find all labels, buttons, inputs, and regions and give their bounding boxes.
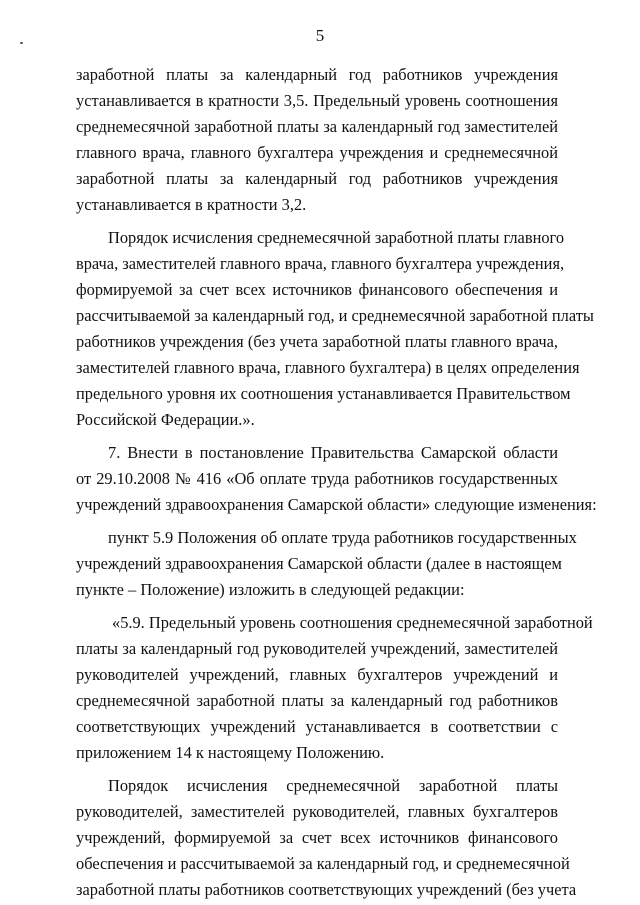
text-line: врача, заместителей главного врача, главного бухгалтера учреждения,	[76, 254, 565, 273]
text-line: учреждений здравоохранения Самарской области (далее в настоящем	[76, 554, 562, 573]
text-line: учреждений, формируемой за счет всех источников финансового	[76, 828, 558, 847]
page-number: 5	[315, 26, 325, 45]
document-body	[76, 62, 597, 903]
text-line: рассчитываемой за календарный год, и среднемесячной заработной платы	[76, 306, 594, 325]
text-line: от 29.10.2008 № 416 «Об оплате труда работников государственных	[76, 469, 558, 488]
scan-speck	[20, 42, 23, 44]
text-line: работников учреждения (без учета заработной платы главного врача,	[76, 332, 558, 351]
text-line: приложением 14 к настоящему Положению.	[76, 743, 385, 762]
text-line: устанавливается в кратности 3,2.	[76, 195, 307, 214]
text-line: главного врача, главного бухгалтера учреждения и среднемесячной	[76, 143, 558, 162]
paragraph-6	[76, 773, 577, 903]
text-line: заработной платы за календарный год работников учреждения	[76, 169, 558, 188]
text-line: Порядок исчисления среднемесячной заработной платы главного	[108, 228, 565, 247]
text-line: Порядок исчисления среднемесячной заработной платы	[108, 776, 558, 795]
text-line: заработной платы работников соответствующих учреждений (без учета	[76, 880, 577, 899]
text-line: устанавливается в кратности 3,5. Предельный уровень соотношения	[76, 91, 558, 110]
text-line: Российской Федерации.».	[76, 410, 255, 429]
text-line: заместителей главного врача, главного бухгалтера) в целях определения	[76, 358, 580, 377]
paragraph-4	[76, 525, 577, 603]
paragraph-3	[76, 440, 597, 518]
text-line: руководителей, заместителей руководителей, главных бухгалтеров	[76, 802, 558, 821]
text-line: среднемесячной заработной платы за календарный год работников	[76, 691, 558, 710]
text-line: предельного уровня их соотношения устанавливается Правительством	[76, 384, 571, 403]
text-line: заработной платы за календарный год работников учреждения	[76, 65, 558, 84]
text-line: платы за календарный год руководителей учреждений, заместителей	[76, 639, 558, 658]
paragraph-5	[76, 610, 593, 766]
text-line: пункт 5.9 Положения об оплате труда работников государственных	[108, 528, 577, 547]
paragraph-1	[76, 62, 558, 218]
text-line: соответствующих учреждений устанавливается в соответствии с	[76, 717, 558, 736]
text-line: 7. Внести в постановление Правительства Самарской области	[108, 443, 558, 462]
text-line: среднемесячной заработной платы за календарный год заместителей	[76, 117, 558, 136]
text-line: обеспечения и рассчитываемой за календарный год, и среднемесячной	[76, 854, 570, 873]
text-line: учреждений здравоохранения Самарской области» следующие изменения:	[76, 495, 597, 514]
text-line: пункте – Положение) изложить в следующей редакции:	[76, 580, 465, 599]
text-line: руководителей учреждений, главных бухгалтеров учреждений и	[76, 665, 558, 684]
text-line: «5.9. Предельный уровень соотношения среднемесячной заработной	[112, 613, 593, 632]
text-line: формируемой за счет всех источников финансового обеспечения и	[76, 280, 558, 299]
paragraph-2	[76, 225, 594, 433]
